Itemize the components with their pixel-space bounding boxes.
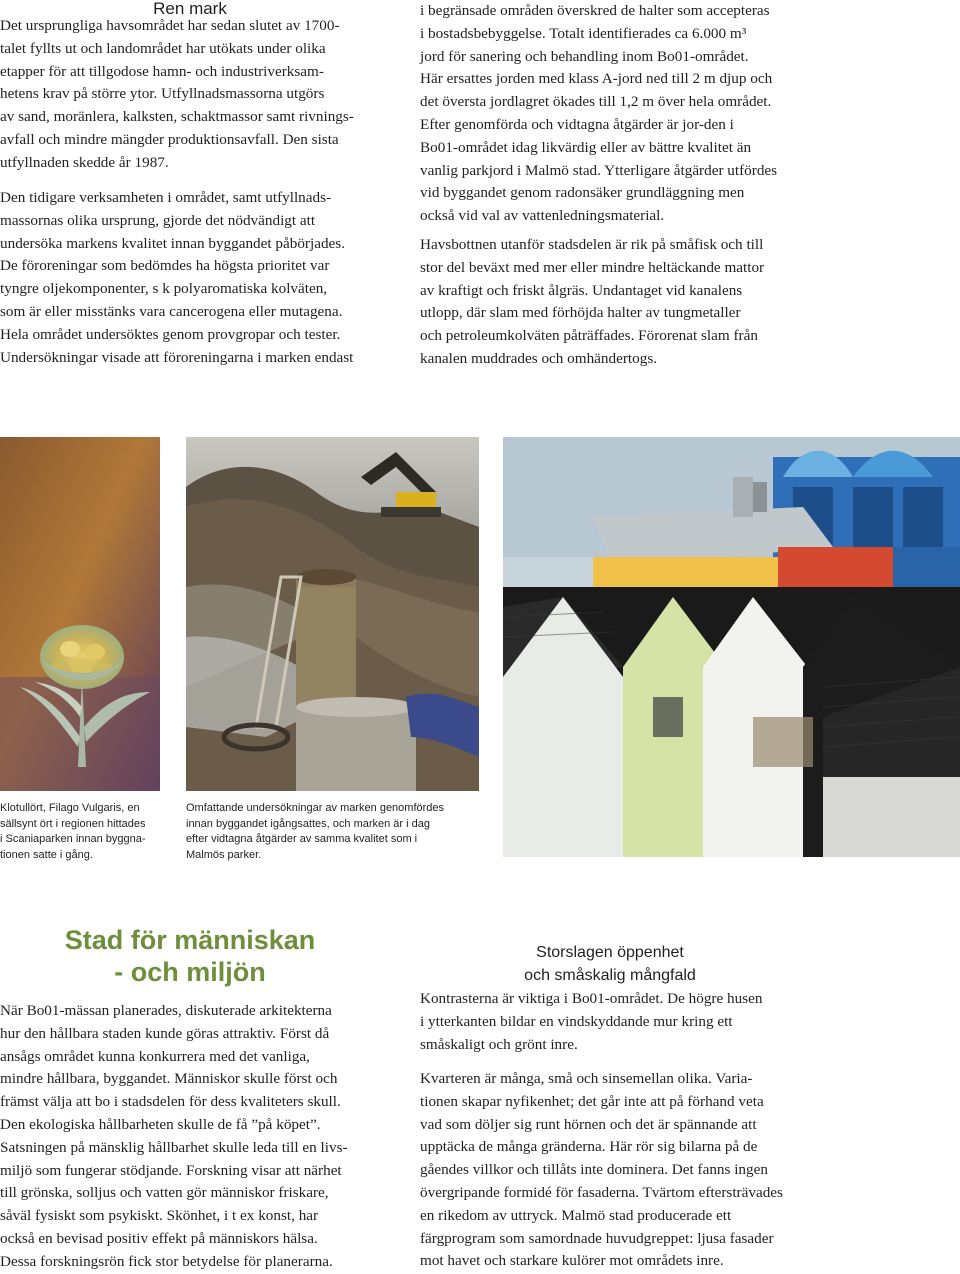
text-line: Kvarteren är många, små och sinsemellan olika. Varia-: [420, 1070, 753, 1087]
text-line: Omfattande undersökningar av marken genomfördes: [186, 802, 445, 814]
text-line: mot havet och starkare kulörer mot områdets inre.: [420, 1252, 724, 1270]
excavation-photo: [186, 437, 479, 791]
text-line: också vid val av vattenledningsmaterial.: [420, 207, 665, 225]
section-title-ren-mark: Ren mark: [153, 0, 227, 18]
text-line: färgprogram som samordnade huvudgreppet: ljusa fasader: [420, 1229, 774, 1247]
text-line: talet fyllts ut och landområdet har utökats under olika: [0, 39, 326, 57]
bottom-left-paragraph: [0, 1000, 400, 1274]
text-line: en rikedom av uttryck. Malmö stad producerade ett: [420, 1206, 732, 1224]
excavation-caption: [186, 801, 486, 863]
text-line: utfyllnaden skedde år 1987.: [0, 153, 169, 171]
text-line: sällsynt ört i regionen hittades: [0, 817, 146, 830]
text-line: i Scaniaparken innan byggna-: [0, 833, 146, 845]
text-line: Malmös parker.: [186, 848, 262, 861]
text-line: tionen skapar nyfikenhet; det går inte att på förhand veta: [420, 1092, 764, 1110]
text-line: De föroreningar som bedömdes ha högsta prioritet var: [0, 257, 330, 275]
text-line: främst välja att bo i stadsdelen för dess kvaliteters skull.: [0, 1093, 341, 1111]
text-line: vanlig parkjord i Malmö stad. Ytterligare åtgärder utfördes: [420, 161, 778, 179]
text-line: det översta jordlagret ökades till 1,2 m över hela området.: [420, 93, 772, 111]
colorful-houses-photo: [503, 437, 960, 857]
text-line: hur den hållbara staden kunde göras attraktiv. Först då: [0, 1024, 330, 1042]
flower-photo: [0, 437, 160, 791]
text-line: miljö som fungerar stödjande. Forskning visar att närhet: [0, 1161, 342, 1179]
top-left-paragraph-1: [0, 15, 395, 175]
text-line: av kraftigt och friskt ålgräs. Undantaget vid kanalens: [420, 281, 743, 299]
text-line: upptäcka de många gränderna. Här rör sig bilarna på de: [420, 1138, 758, 1156]
text-line: tionen satte i gång.: [0, 848, 93, 861]
text-line: kanalen muddrades och omhändertogs.: [420, 349, 658, 367]
text-line: etapper för att tillgodose hamn- och industriverksam-: [0, 62, 324, 80]
text-line: i ytterkanten bildar en vindskyddande mur kring ett: [420, 1012, 733, 1030]
text-line: till grönska, solljus och vatten gör människor friskare,: [0, 1184, 329, 1202]
text-line: Bo01-området idag likvärdig eller av bättre kvalitet än: [420, 138, 752, 156]
text-line: småskaligt och grönt inre.: [420, 1035, 578, 1053]
text-line: stor del beväxt med mer eller mindre heltäckande mattor: [420, 258, 765, 276]
text-line: i bostadsbebyggelse. Totalt identifierades ca 6.000 m³: [420, 24, 747, 42]
text-line: Hela området undersöktes genom provgropar och tester.: [0, 325, 341, 343]
heading-line-2: - och miljön: [114, 957, 266, 987]
text-line: i begränsade områden överskred de halter som accepteras: [420, 2, 770, 19]
subheading-line-1: Storslagen öppenhet: [536, 944, 684, 961]
text-line: tyngre oljekomponenter, s k polyaromatiska kolväten,: [0, 280, 328, 298]
text-line: av sand, moränlera, kalksten, schaktmassor samt rivnings-: [0, 108, 354, 126]
text-line: Satsningen på mänsklig hållbarhet skulle leda till en livs-: [0, 1138, 348, 1156]
text-line: massornas olika ursprung, gjorde det nödvändigt att: [0, 211, 316, 229]
text-line: Den ekologiska hållbarheten skulle de få ”på köpet”.: [0, 1115, 321, 1133]
text-line: Dessa forskningsrön fick stor betydelse för planerarna.: [0, 1252, 333, 1270]
top-left-paragraph-2: [0, 187, 395, 369]
text-line: Havsbottnen utanför stadsdelen är rik på småfisk och till: [420, 236, 764, 253]
bottom-right-paragraph-1: [420, 988, 820, 1056]
text-line: Här ersattes jorden med klass A-jord ned till 2 m djup och: [420, 70, 773, 88]
heading-line-1: Stad för människan: [64, 925, 316, 955]
text-line: Efter genomförda och vidtagna åtgärder är jor-den i: [420, 115, 734, 133]
text-line: efter vidtagna åtgärder av samma kvalitet som i: [186, 833, 418, 845]
heading-stad-for-manniskan: [0, 924, 380, 988]
text-line: undersöka markens kvalitet innan byggandet påbörjades.: [0, 234, 345, 252]
top-right-paragraph-1: [420, 0, 815, 228]
text-line: gåendes villkor och tillåts inte dominera. Det fanns ingen: [420, 1161, 768, 1179]
text-line: Det ursprungliga havsområdet har sedan slutet av 1700-: [0, 17, 340, 34]
text-line: vad som döljer sig runt hörnen och det är spännande att: [420, 1115, 757, 1133]
text-line: innan byggandet igångsattes, och marken är i dag: [186, 817, 430, 830]
text-line: vid byggandet genom radonsäker grundläggning men: [420, 184, 745, 202]
text-line: Klotullört, Filago Vulgaris, en: [0, 802, 140, 814]
text-line: övergripande formidé för fasaderna. Tvärtom eftersträvades: [420, 1183, 783, 1201]
flower-caption: [0, 801, 170, 863]
bottom-right-paragraph-2: [420, 1068, 820, 1273]
text-line: utlopp, där slam med förhöjda halter av tungmetaller: [420, 304, 741, 322]
text-line: Kontrasterna är viktiga i Bo01-området. De högre husen: [420, 990, 763, 1007]
text-line: avfall och mindre mängder produktionsavfall. Den sista: [0, 130, 339, 148]
text-line: hetens krav på större ytor. Utfyllnadsmassorna utgörs: [0, 85, 325, 103]
text-line: och petroleumkolväten påträffades. Förorenat slam från: [420, 327, 758, 345]
text-line: mindre hållbara, byggandet. Människor skulle först och: [0, 1070, 338, 1088]
text-line: ansågs området kunna konkurrera med det vanliga,: [0, 1047, 310, 1065]
text-line: också en bevisad positiv effekt på människors hälsa.: [0, 1229, 318, 1247]
text-line: Undersökningar visade att föroreningarna i marken endast: [0, 348, 354, 366]
heading-storslagen-oppenhet: [420, 941, 800, 987]
text-line: såväl fysiskt som psykiskt. Skönhet, i t ex konst, har: [0, 1207, 319, 1225]
text-line: som är eller misstänks vara cancerogena eller mutagena.: [0, 302, 343, 320]
subheading-line-2: och småskalig mångfald: [524, 967, 696, 984]
top-right-paragraph-2: [420, 234, 815, 371]
text-line: jord för sanering och behandling inom Bo01-området.: [420, 47, 749, 65]
text-line: Den tidigare verksamheten i området, samt utfyllnads-: [0, 189, 332, 206]
text-line: När Bo01-mässan planerades, diskuterade arkitekterna: [0, 1002, 332, 1019]
